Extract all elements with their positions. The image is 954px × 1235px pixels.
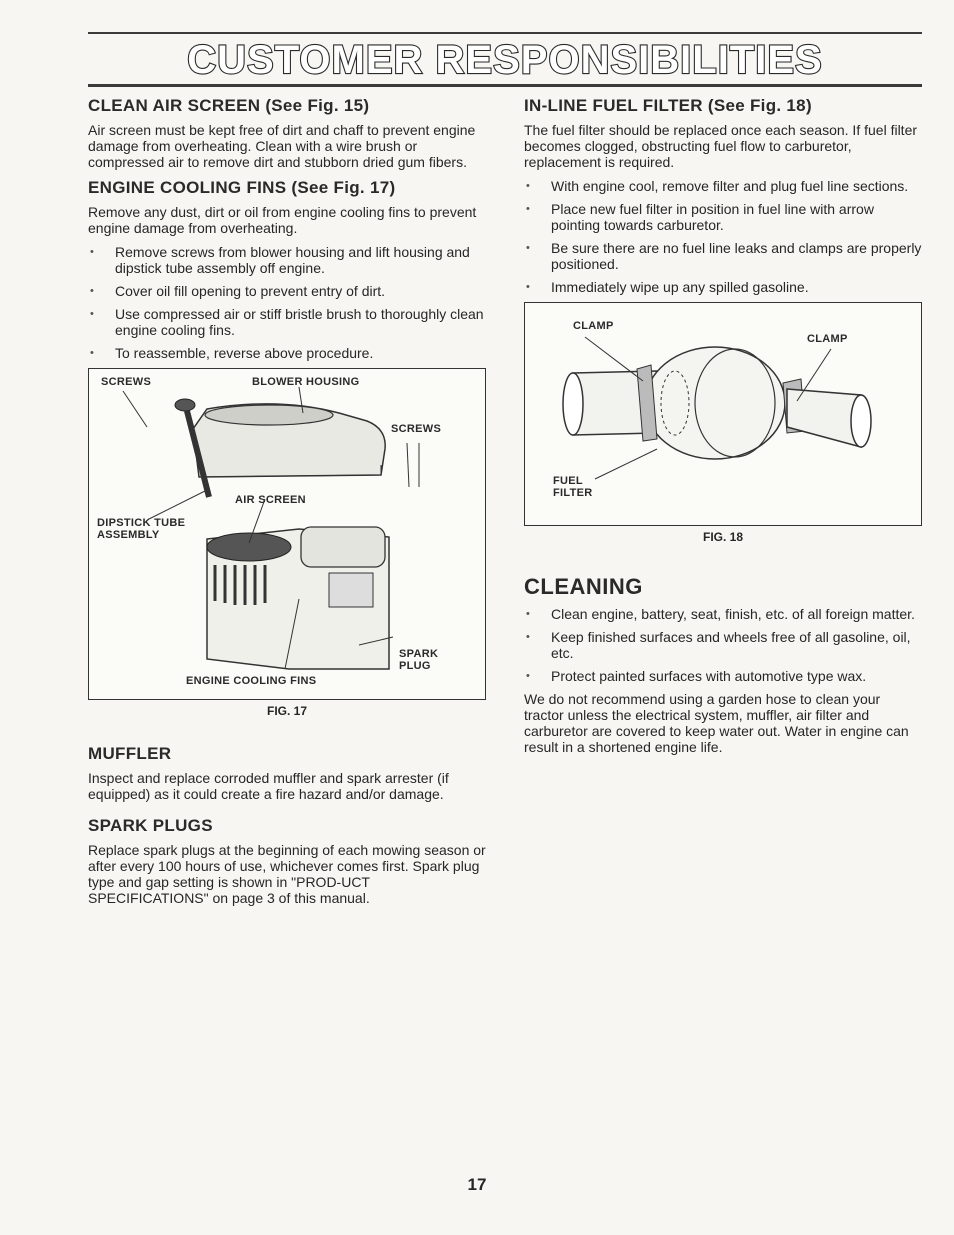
label-clamp-right: CLAMP	[807, 333, 848, 345]
fuel-filter-steps	[524, 178, 922, 295]
air-screen-heading: CLEAN AIR SCREEN (See Fig. 15)	[88, 96, 370, 115]
list-item: • With engine cool, remove filter and plug fuel line sections.	[524, 178, 922, 194]
list-item: • Use compressed air or stiff bristle brush to thoroughly clean engine cooling fins.	[88, 306, 486, 338]
label-dipstick-1: DIPSTICK TUBE	[97, 517, 186, 529]
label-fuel-1: FUEL	[553, 475, 583, 487]
left-column	[88, 96, 486, 914]
list-item: • Protect painted surfaces with automotive type wax.	[524, 668, 922, 684]
muffler-heading: MUFFLER	[88, 744, 172, 763]
air-screen-section	[88, 96, 486, 170]
muffler-section	[88, 744, 486, 802]
spark-plugs-section	[88, 816, 486, 906]
label-screws-left: SCREWS	[101, 376, 152, 388]
list-item: • To reassemble, reverse above procedure.	[88, 345, 486, 361]
label-spark-1: SPARK	[399, 648, 439, 660]
list-item: • Be sure there are no fuel line leaks and clamps are properly positioned.	[524, 240, 922, 272]
muffler-body: Inspect and replace corroded muffler and spark arrester (if equipped) as it could create a fire hazard and/or damage.	[88, 770, 449, 802]
fig18-fuel-filter-illustration	[524, 302, 922, 526]
label-blower-housing: BLOWER HOUSING	[252, 376, 360, 388]
list-item: • Clean engine, battery, seat, finish, etc. of all foreign matter.	[524, 606, 922, 622]
list-item: • Immediately wipe up any spilled gasoline.	[524, 279, 922, 295]
label-screws-right: SCREWS	[391, 423, 442, 435]
page-number: 17	[467, 1175, 487, 1194]
label-fuel-2: FILTER	[553, 487, 593, 499]
cleaning-section	[524, 574, 922, 755]
label-cooling-fins: ENGINE COOLING FINS	[186, 675, 317, 687]
label-dipstick-2: ASSEMBLY	[97, 529, 160, 541]
cleaning-body: We do not recommend using a garden hose to clean your tractor unless the electrical system, muffler, air filter and carburetor are covered to keep water out. Water in engine can result in a shortened engine life.	[524, 691, 909, 755]
cooling-fins-steps	[88, 244, 486, 361]
fig17-engine-illustration	[88, 368, 486, 700]
fig18-caption: FIG. 18	[702, 530, 743, 544]
spark-plugs-heading: SPARK PLUGS	[88, 816, 213, 835]
fig17-caption: FIG. 17	[266, 704, 307, 718]
title-underline	[88, 84, 922, 87]
right-column	[524, 96, 922, 763]
list-item: • Cover oil fill opening to prevent entry of dirt.	[88, 283, 486, 299]
cooling-fins-body: Remove any dust, dirt or oil from engine cooling fins to prevent engine damage from overheating.	[88, 204, 477, 236]
cooling-fins-section	[88, 178, 486, 361]
list-item: • Remove screws from blower housing and lift housing and dipstick tube assembly off engine.	[88, 244, 486, 276]
page-title: CUSTOMER RESPONSIBILITIES	[187, 38, 823, 82]
label-spark-2: PLUG	[399, 660, 431, 672]
air-screen-body: Air screen must be kept free of dirt and chaff to prevent engine damage from overheating. Clean with a wire brush or compressed air to remove dirt and stubborn dried gum fibers.	[88, 122, 476, 170]
cleaning-heading: CLEANING	[524, 574, 643, 599]
label-clamp-left: CLAMP	[573, 320, 614, 332]
list-item: • Place new fuel filter in position in fuel line with arrow pointing towards carburetor.	[524, 201, 922, 233]
fuel-filter-body: The fuel filter should be replaced once each season. If fuel filter becomes clogged, obstructing fuel flow to carburetor, replacement is required.	[524, 122, 918, 170]
list-item: • Keep finished surfaces and wheels free of all gasoline, oil, etc.	[524, 629, 922, 661]
label-air-screen: AIR SCREEN	[235, 494, 306, 506]
cooling-fins-heading: ENGINE COOLING FINS (See Fig. 17)	[88, 178, 396, 197]
fuel-filter-heading: IN-LINE FUEL FILTER (See Fig. 18)	[524, 96, 812, 115]
top-rule	[88, 32, 922, 34]
spark-plugs-body: Replace spark plugs at the beginning of each mowing season or after every 100 hours of use, whichever comes first. Spark plug type and gap setting is shown in "PROD-UCT SPECIFICATIONS" on page 3 of this manual.	[88, 842, 486, 906]
fuel-filter-section	[524, 96, 922, 295]
cleaning-steps	[524, 606, 922, 684]
